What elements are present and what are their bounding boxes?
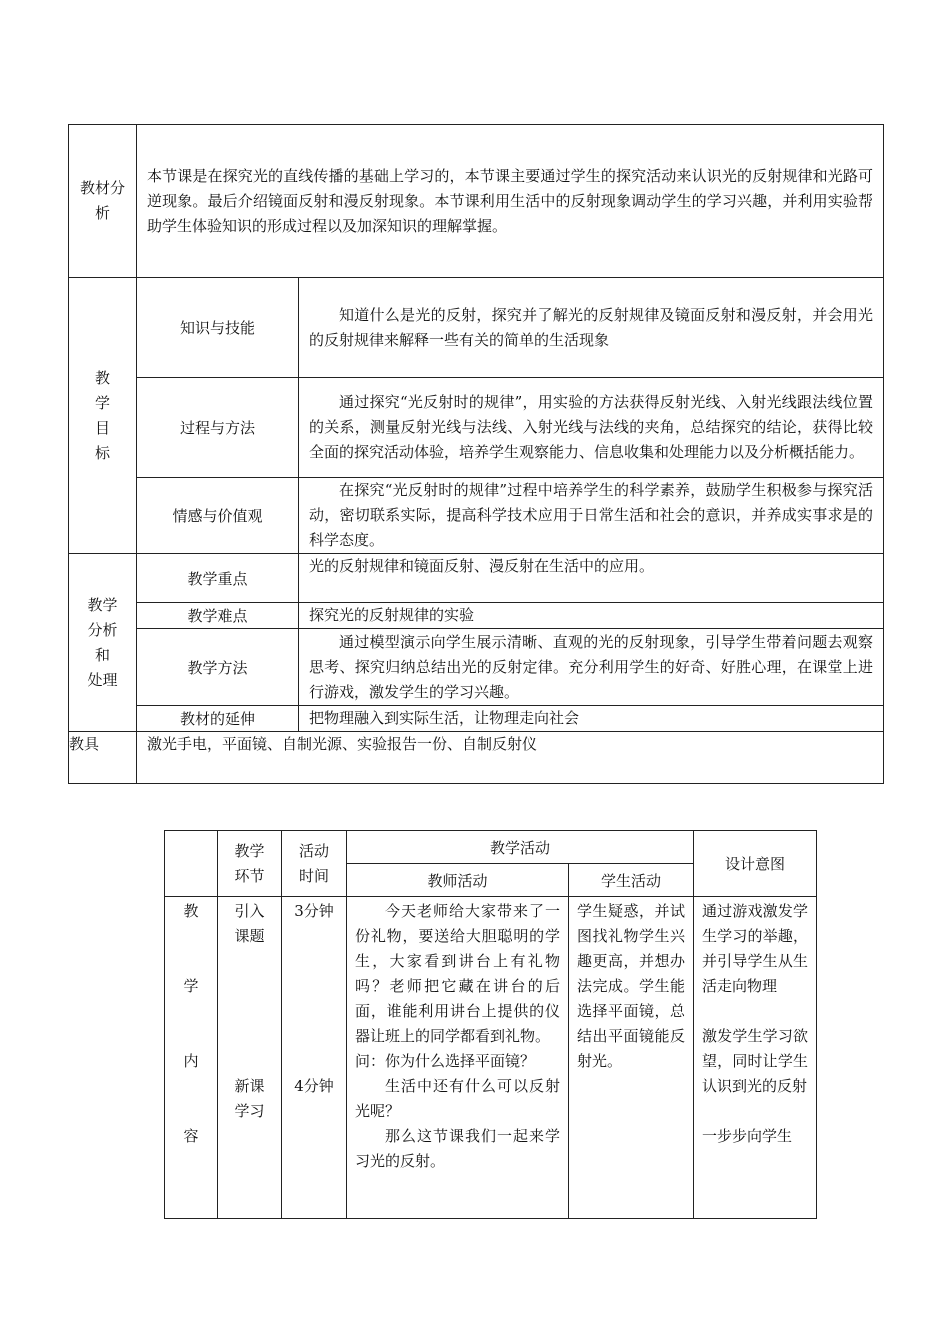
goal-text-knowledge: 知道什么是光的反射，探究并了解光的反射规律及镜面反射和漫反射，并会用光的反射规律来解释一些有关的简单的生活现象 — [299, 278, 884, 378]
lesson-plan-table — [68, 124, 884, 784]
student-activity: 学生疑惑，并试图找礼物学生兴趣更高，并想办法完成。学生能选择平面镜，总结出平面镜能反射光。 — [569, 897, 694, 1219]
header-teacher: 教师活动 — [347, 864, 569, 897]
goal-label-knowledge: 知识与技能 — [137, 278, 299, 378]
time-intro: 3分钟 — [294, 902, 334, 920]
stage-intro: 引入 — [234, 902, 265, 920]
header-intent: 设计意图 — [694, 831, 817, 897]
material-analysis-text: 本节课是在探究光的直线传播的基础上学习的，本节课主要通过学生的探究活动来认识光的反射规律和光路可逆现象。最后介绍镜面反射和漫反射现象。本节课利用生活中的反射现象调动学生的学习兴趣，并利用实验帮助学生体验知识的形成过程以及加深知识的理解掌握。 — [137, 125, 884, 278]
goal-label-emotion: 情感与价值观 — [137, 478, 299, 554]
content-label: 教 学 内 容 — [165, 897, 218, 1219]
goal-text-process: 通过探究“光反射时的规律”，用实验的方法获得反射光线、入射光线跟法线位置的关系，测量反射光线与法线、入射光线与法线的夹角，总结探究的结论，获得比较全面的探究活动体验，培养学生观察能力、信息收集和处理能力以及分析概括能力。 — [299, 378, 884, 478]
header-student: 学生活动 — [569, 864, 694, 897]
teacher-activity: 今天老师给大家带来了一份礼物，要送给大胆聪明的学生，大家看到讲台上有礼物吗？老师把它藏在讲台的后面，谁能利用讲台上提供的仪器让班上的同学都看到礼物。 问：你为什么选择平面镜？ 生活中还有什么可以反射光呢？ 那么这节课我们一起来学习光的反射。 — [347, 897, 569, 1219]
header-time: 活动 时间 — [282, 831, 347, 897]
analysis-text-focus: 光的反射规律和镜面反射、漫反射在生活中的应用。 — [299, 554, 884, 603]
header-activity: 教学活动 — [347, 831, 694, 864]
design-intent: 通过游戏激发学生学习的举趣，并引导学生从生活走向物理 激发学生学习欲望，同时让学生认识到光的反射 一步步向学生 — [694, 897, 817, 1219]
stage-new-lesson: 新课 — [234, 1077, 265, 1095]
goal-label-process: 过程与方法 — [137, 378, 299, 478]
analysis-label-difficulty: 教学难点 — [137, 603, 299, 629]
header-empty-cell — [165, 831, 218, 897]
analysis-label-method: 教学方法 — [137, 629, 299, 706]
equipment-label: 教具 — [69, 732, 137, 784]
time-new-lesson: 4分钟 — [294, 1077, 334, 1095]
analysis-label-focus: 教学重点 — [137, 554, 299, 603]
equipment-text: 激光手电，平面镜、自制光源、实验报告一份、自制反射仪 — [137, 732, 884, 784]
header-stage: 教学 环节 — [218, 831, 282, 897]
analysis-text-method: 通过模型演示向学生展示清晰、直观的光的反射现象，引导学生带着问题去观察思考、探究归纳总结出光的反射定律。充分利用学生的好奇、好胜心理，在课堂上进行游戏，激发学生的学习兴趣。 — [299, 629, 884, 706]
goal-text-emotion: 在探究“光反射时的规律”过程中培养学生的科学素养，鼓励学生积极参与探究活动，密切联系实际，提高科学技术应用于日常生活和社会的意识，并养成实事求是的科学态度。 — [299, 478, 884, 554]
material-analysis-label: 教材分 析 — [69, 125, 137, 278]
analysis-text-difficulty: 探究光的反射规律的实验 — [299, 603, 884, 629]
teaching-analysis-label: 教学 分析 和 处理 — [69, 554, 137, 732]
teaching-process-table — [164, 830, 817, 1219]
stage-column: 引入 课题 新课 学习 — [218, 897, 282, 1219]
teaching-goals-label: 教 学 目 标 — [69, 278, 137, 554]
analysis-label-extension: 教材的延伸 — [137, 706, 299, 732]
time-column — [282, 897, 347, 1219]
analysis-text-extension: 把物理融入到实际生活，让物理走向社会 — [299, 706, 884, 732]
